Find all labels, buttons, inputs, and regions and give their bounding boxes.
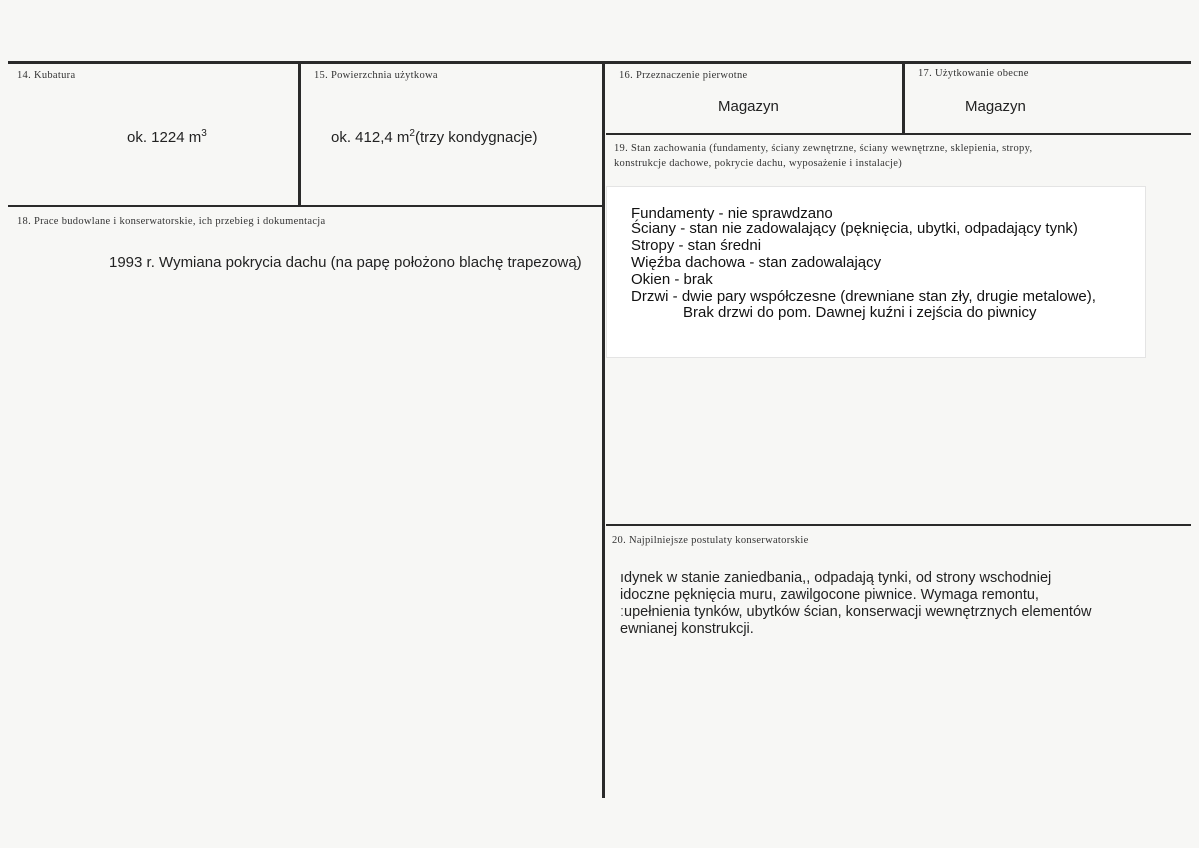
- postulaty-line: idoczne pęknięcia muru, zawilgocone piwnice. Wymaga remontu,: [620, 587, 1039, 603]
- powierzchnia-number: ok. 412,4 m: [331, 129, 410, 146]
- powierzchnia-suffix: (trzy kondygnacje): [414, 129, 538, 146]
- przeznaczenie-value: Magazyn: [718, 98, 779, 115]
- top-rule: [8, 61, 1191, 64]
- uzytkowanie-label: 17. Użytkowanie obecne: [918, 68, 1029, 79]
- stan-label-line2: konstrukcje dachowe, pokrycie dachu, wyposażenie i instalacje): [614, 158, 902, 169]
- przeznaczenie-label: 16. Przeznaczenie pierwotne: [619, 70, 748, 81]
- kubatura-label: 14. Kubatura: [17, 70, 76, 81]
- divider-main: [602, 63, 605, 798]
- kubatura-value: [127, 128, 207, 146]
- stan-line: Drzwi - dwie pary współczesne (drewniane stan zły, drugie metalowe),: [631, 288, 1096, 305]
- prace-label: 18. Prace budowlane i konserwatorskie, ich przebieg i dokumentacja: [17, 216, 326, 227]
- uzytkowanie-value: Magazyn: [965, 98, 1026, 115]
- postulaty-line: ːupełnienia tynków, ubytków ścian, konserwacji wewnętrznych elementów: [620, 604, 1092, 620]
- stan-line: Okien - brak: [631, 271, 713, 288]
- powierzchnia-value: [331, 128, 538, 146]
- kubatura-unit-sup: 3: [201, 128, 207, 139]
- stan-line: Więźba dachowa - stan zadowalający: [631, 254, 882, 271]
- divider-14-15: [298, 63, 301, 206]
- stan-line: Ściany - stan nie zadowalający (pęknięcia, ubytki, odpadający tynk): [631, 220, 1078, 237]
- postulaty-label: 20. Najpilniejsze postulaty konserwatorskie: [612, 535, 809, 546]
- stan-line: Brak drzwi do pom. Dawnej kuźni i zejścia do piwnicy: [683, 304, 1037, 321]
- prace-value: 1993 r. Wymiana pokrycia dachu (na papę położono blachę trapezową): [109, 254, 582, 271]
- powierzchnia-unit-sup: 2: [409, 128, 415, 139]
- rule-above-20: [606, 524, 1191, 526]
- postulaty-line: ewnianej konstrukcji.: [620, 621, 754, 637]
- kubatura-number: ok. 1224 m: [127, 129, 202, 146]
- postulaty-line: ıdynek w stanie zaniedbania,, odpadają tynki, od strony wschodniej: [620, 570, 1052, 586]
- powierzchnia-label: 15. Powierzchnia użytkowa: [314, 70, 438, 81]
- rule-under-16-17: [606, 133, 1191, 135]
- stan-label-line1: 19. Stan zachowania (fundamenty, ściany zewnętrzne, ściany wewnętrzne, sklepienia, stropy,: [614, 143, 1033, 154]
- divider-16-17: [902, 63, 905, 134]
- stan-line: Fundamenty - nie sprawdzano: [631, 205, 833, 222]
- stan-line: Stropy - stan średni: [631, 237, 762, 254]
- rule-under-14-15: [8, 205, 605, 207]
